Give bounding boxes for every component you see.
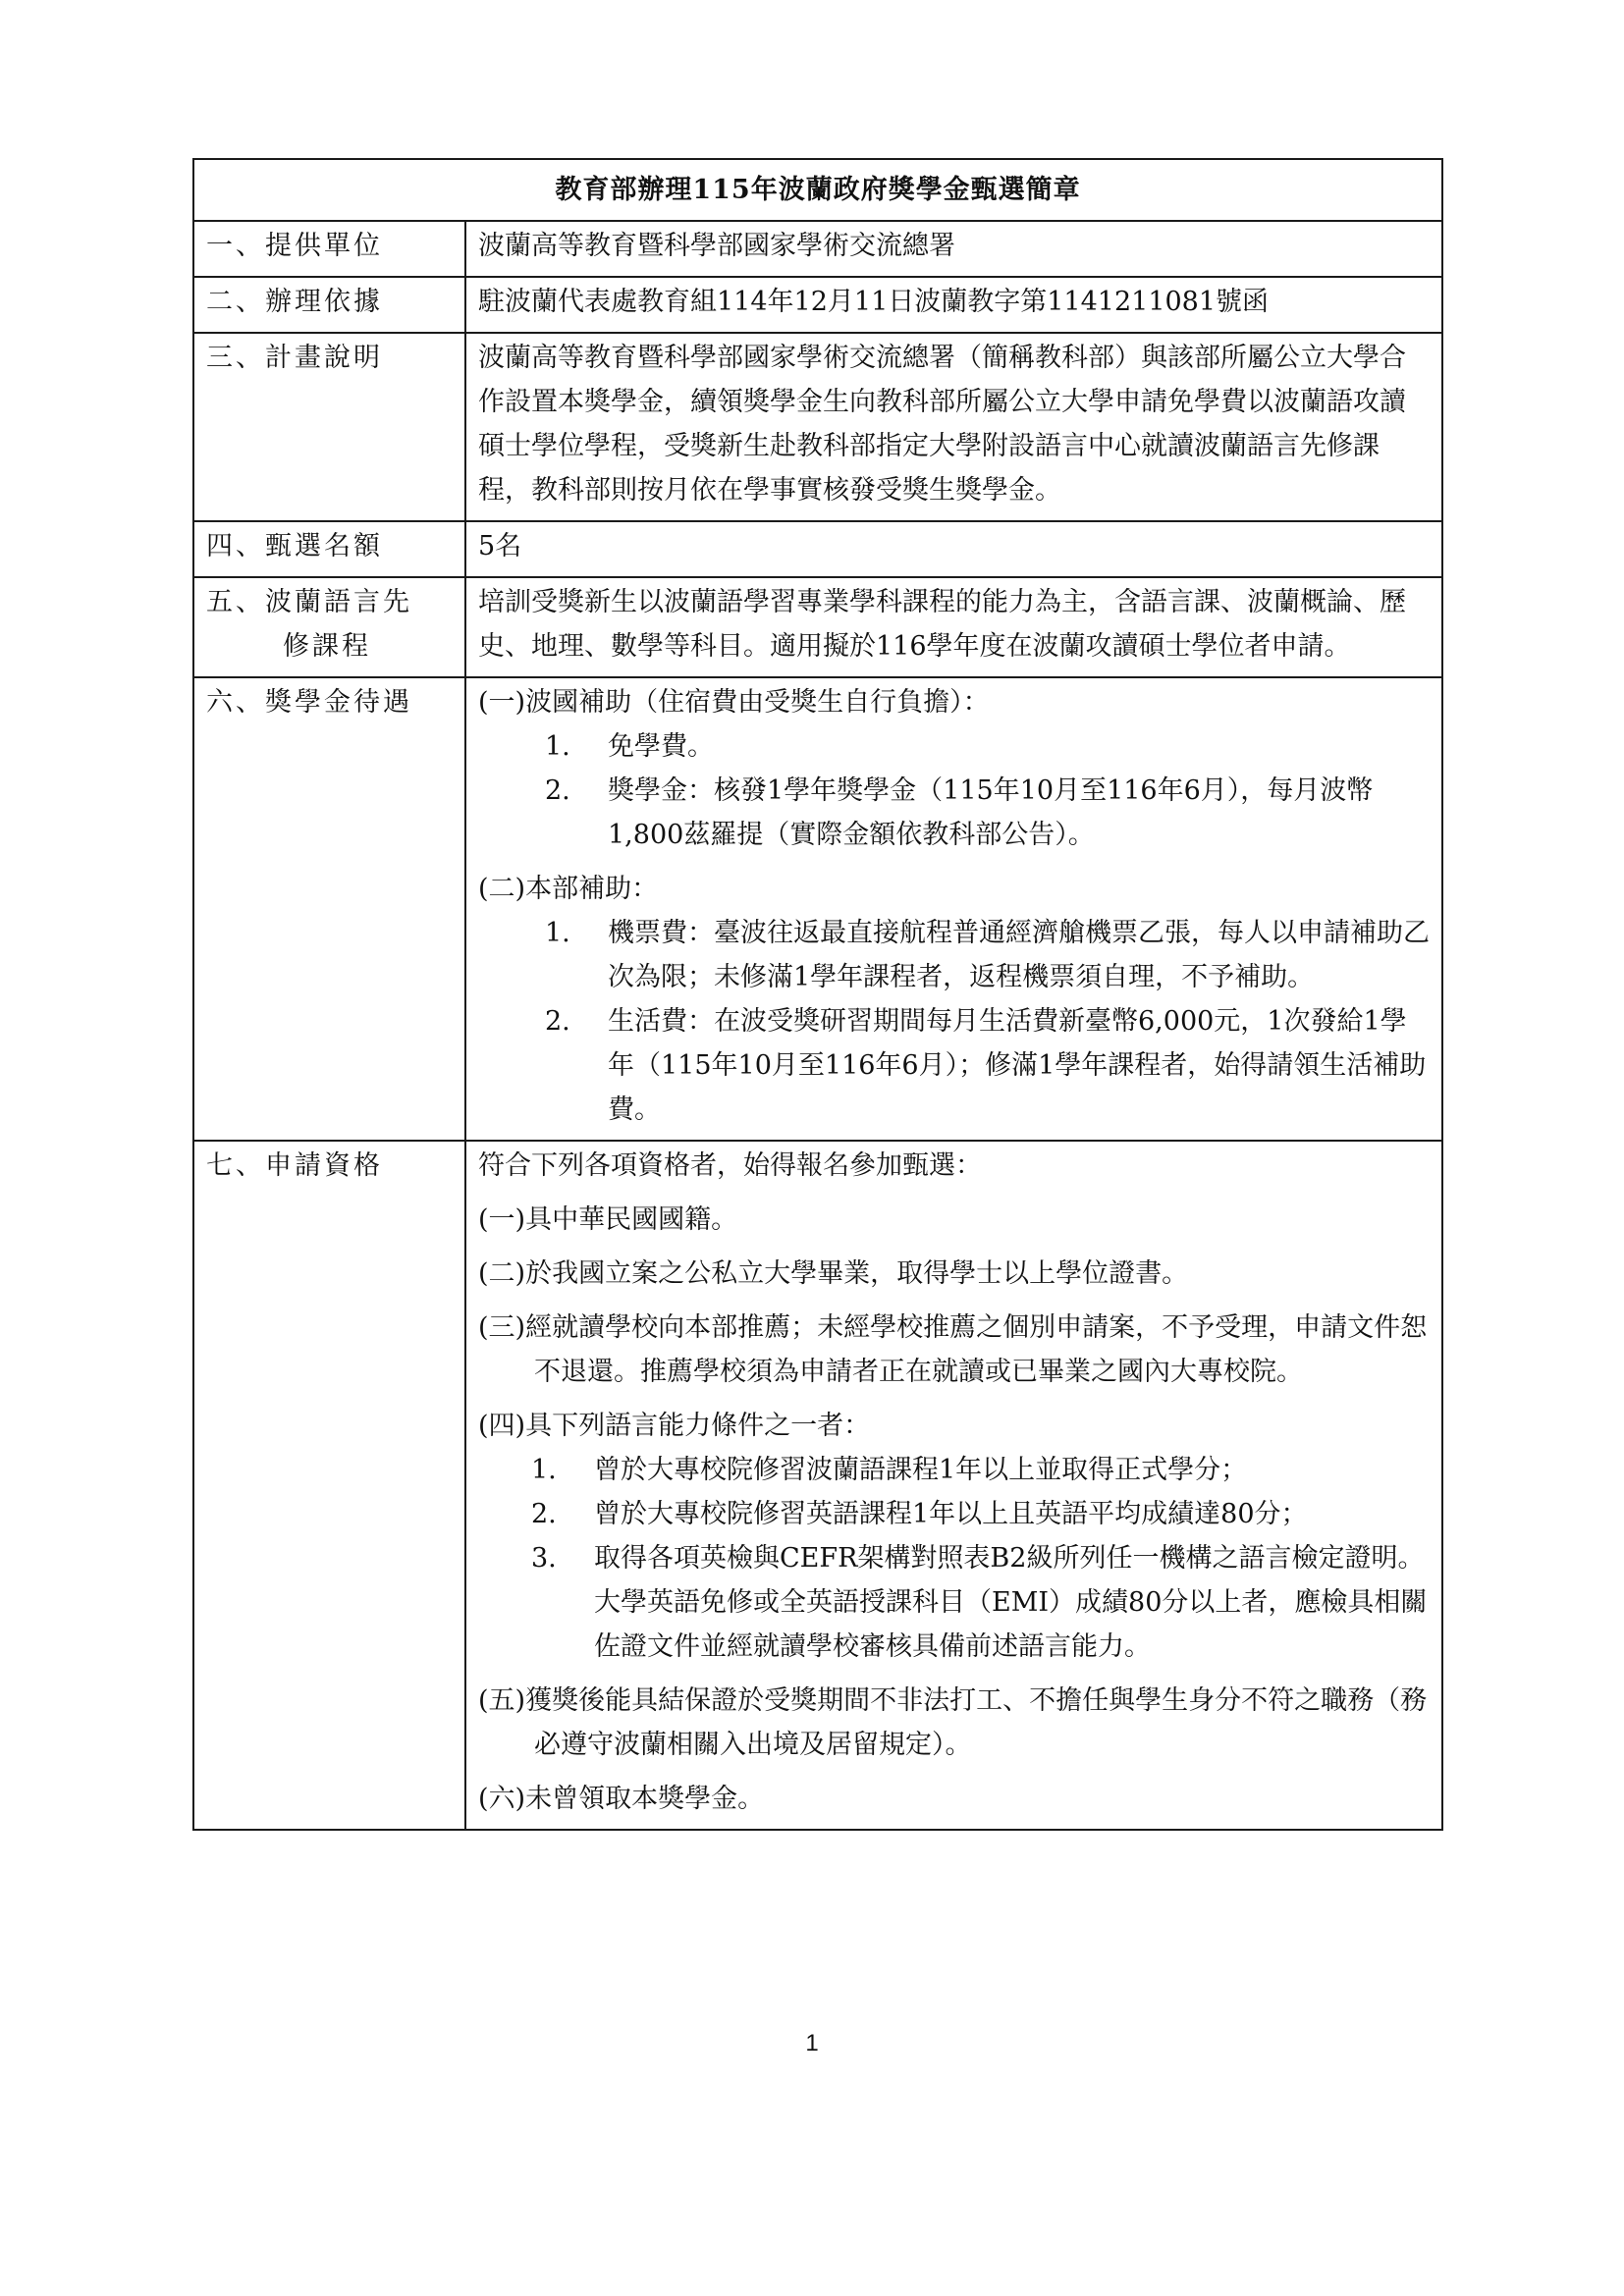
list-text: 曾於大專校院修習英語課程1年以上且英語平均成績達80分； — [594, 1499, 1308, 1529]
table-row — [193, 521, 1442, 577]
row-content-basis: 駐波蘭代表處教育組114年12月11日波蘭教字第1141211081號函 — [465, 277, 1442, 333]
list-item — [478, 1536, 1432, 1669]
title-row — [193, 159, 1442, 221]
list-item — [478, 724, 1432, 769]
row-label-prep-course-line1: 五、波蘭語言先 — [206, 587, 412, 617]
list-text: 機票費：臺波往返最直接航程普通經濟艙機票乙張，每人以申請補助乙次為限；未修滿1學年課程者，返程機票須自理，不予補助。 — [608, 918, 1430, 992]
eligibility-intro: 符合下列各項資格者，始得報名參加甄選： — [478, 1150, 982, 1181]
eligibility-item: (六)未曾領取本獎學金。 — [478, 1784, 765, 1814]
list-number: 1. — [545, 918, 570, 948]
list-text: 免學費。 — [608, 731, 714, 762]
document-page — [192, 158, 1441, 1831]
eligibility-item: (五)獲獎後能具結保證於受獎期間不非法打工、不擔任與學生身分不符之職務（務必遵守波蘭相關入出境及居留規定）。 — [478, 1685, 1428, 1760]
eligibility-item: (三)經就讀學校向本部推薦；未經學校推薦之個別申請案，不予受理，申請文件恕不退還。推薦學校須為申請者正在就讀或已畢業之國內大專校院。 — [478, 1312, 1428, 1387]
row-content-eligibility — [465, 1141, 1442, 1830]
row-content-program: 波蘭高等教育暨科學部國家學術交流總署（簡稱教科部）與該部所屬公立大學合作設置本獎學金，續領獎學金生向教科部所屬公立大學申請免學費以波蘭語攻讀碩士學位學程，受獎新生赴教科部指定大學附設語言中心就讀波蘭語言先修課程，教科部則按月依在學事實核發受獎生獎學金。 — [465, 333, 1442, 521]
row-content-quota: 5名 — [465, 521, 1442, 577]
list-item — [478, 769, 1432, 857]
list-item — [478, 999, 1432, 1132]
list-item — [478, 1448, 1432, 1492]
table-row — [193, 333, 1442, 521]
table-row — [193, 677, 1442, 1141]
section-heading: (二)本部補助： — [478, 874, 659, 904]
list-number: 2. — [531, 1499, 557, 1529]
row-label-program: 三、計畫說明 — [193, 333, 465, 521]
row-label-prep-course — [193, 577, 465, 677]
table-row — [193, 277, 1442, 333]
eligibility-item: (二)於我國立案之公私立大學畢業，取得學士以上學位證書。 — [478, 1258, 1189, 1289]
page-number: 1 — [805, 2030, 819, 2056]
row-label-quota: 四、甄選名額 — [193, 521, 465, 577]
list-text: 生活費：在波受獎研習期間每月生活費新臺幣6,000元，1次發給1學年（115年10月至116年6月）；修滿1學年課程者，始得請領生活補助費。 — [608, 1006, 1427, 1125]
eligibility-item: (一)具中華民國國籍。 — [478, 1204, 738, 1235]
row-label-basis: 二、辦理依據 — [193, 277, 465, 333]
section-heading: (一)波國補助（住宿費由受獎生自行負擔）： — [478, 687, 990, 718]
list-number: 1. — [531, 1455, 557, 1485]
eligibility-item: (四)具下列語言能力條件之一者： — [478, 1411, 871, 1441]
list-item — [478, 911, 1432, 999]
table-row — [193, 221, 1442, 277]
row-label-eligibility: 七、申請資格 — [193, 1141, 465, 1830]
list-text: 獎學金：核發1學年獎學金（115年10月至116年6月），每月波幣1,800茲羅提（實際金額依教科部公告）。 — [608, 775, 1374, 850]
list-text: 曾於大專校院修習波蘭語課程1年以上並取得正式學分； — [594, 1455, 1248, 1485]
list-item — [478, 1492, 1432, 1536]
document-title: 教育部辦理115年波蘭政府獎學金甄選簡章 — [193, 159, 1442, 221]
list-number: 3. — [531, 1543, 557, 1574]
row-label-provider: 一、提供單位 — [193, 221, 465, 277]
row-content-provider: 波蘭高等教育暨科學部國家學術交流總署 — [465, 221, 1442, 277]
table-row — [193, 1141, 1442, 1830]
scholarship-table — [192, 158, 1443, 1831]
row-label-benefits: 六、獎學金待遇 — [193, 677, 465, 1141]
row-content-benefits — [465, 677, 1442, 1141]
list-number: 2. — [545, 775, 570, 806]
list-text: 取得各項英檢與CEFR架構對照表B2級所列任一機構之語言檢定證明。大學英語免修或全英語授課科目（EMI）成績80分以上者，應檢具相關佐證文件並經就讀學校審核具備前述語言能力。 — [594, 1543, 1428, 1662]
list-number: 1. — [545, 731, 570, 762]
row-content-prep-course: 培訓受獎新生以波蘭語學習專業學科課程的能力為主，含語言課、波蘭概論、歷史、地理、數學等科目。適用擬於116學年度在波蘭攻讀碩士學位者申請。 — [465, 577, 1442, 677]
table-row — [193, 577, 1442, 677]
list-number: 2. — [545, 1006, 570, 1037]
row-label-prep-course-line2: 修課程 — [283, 631, 371, 662]
